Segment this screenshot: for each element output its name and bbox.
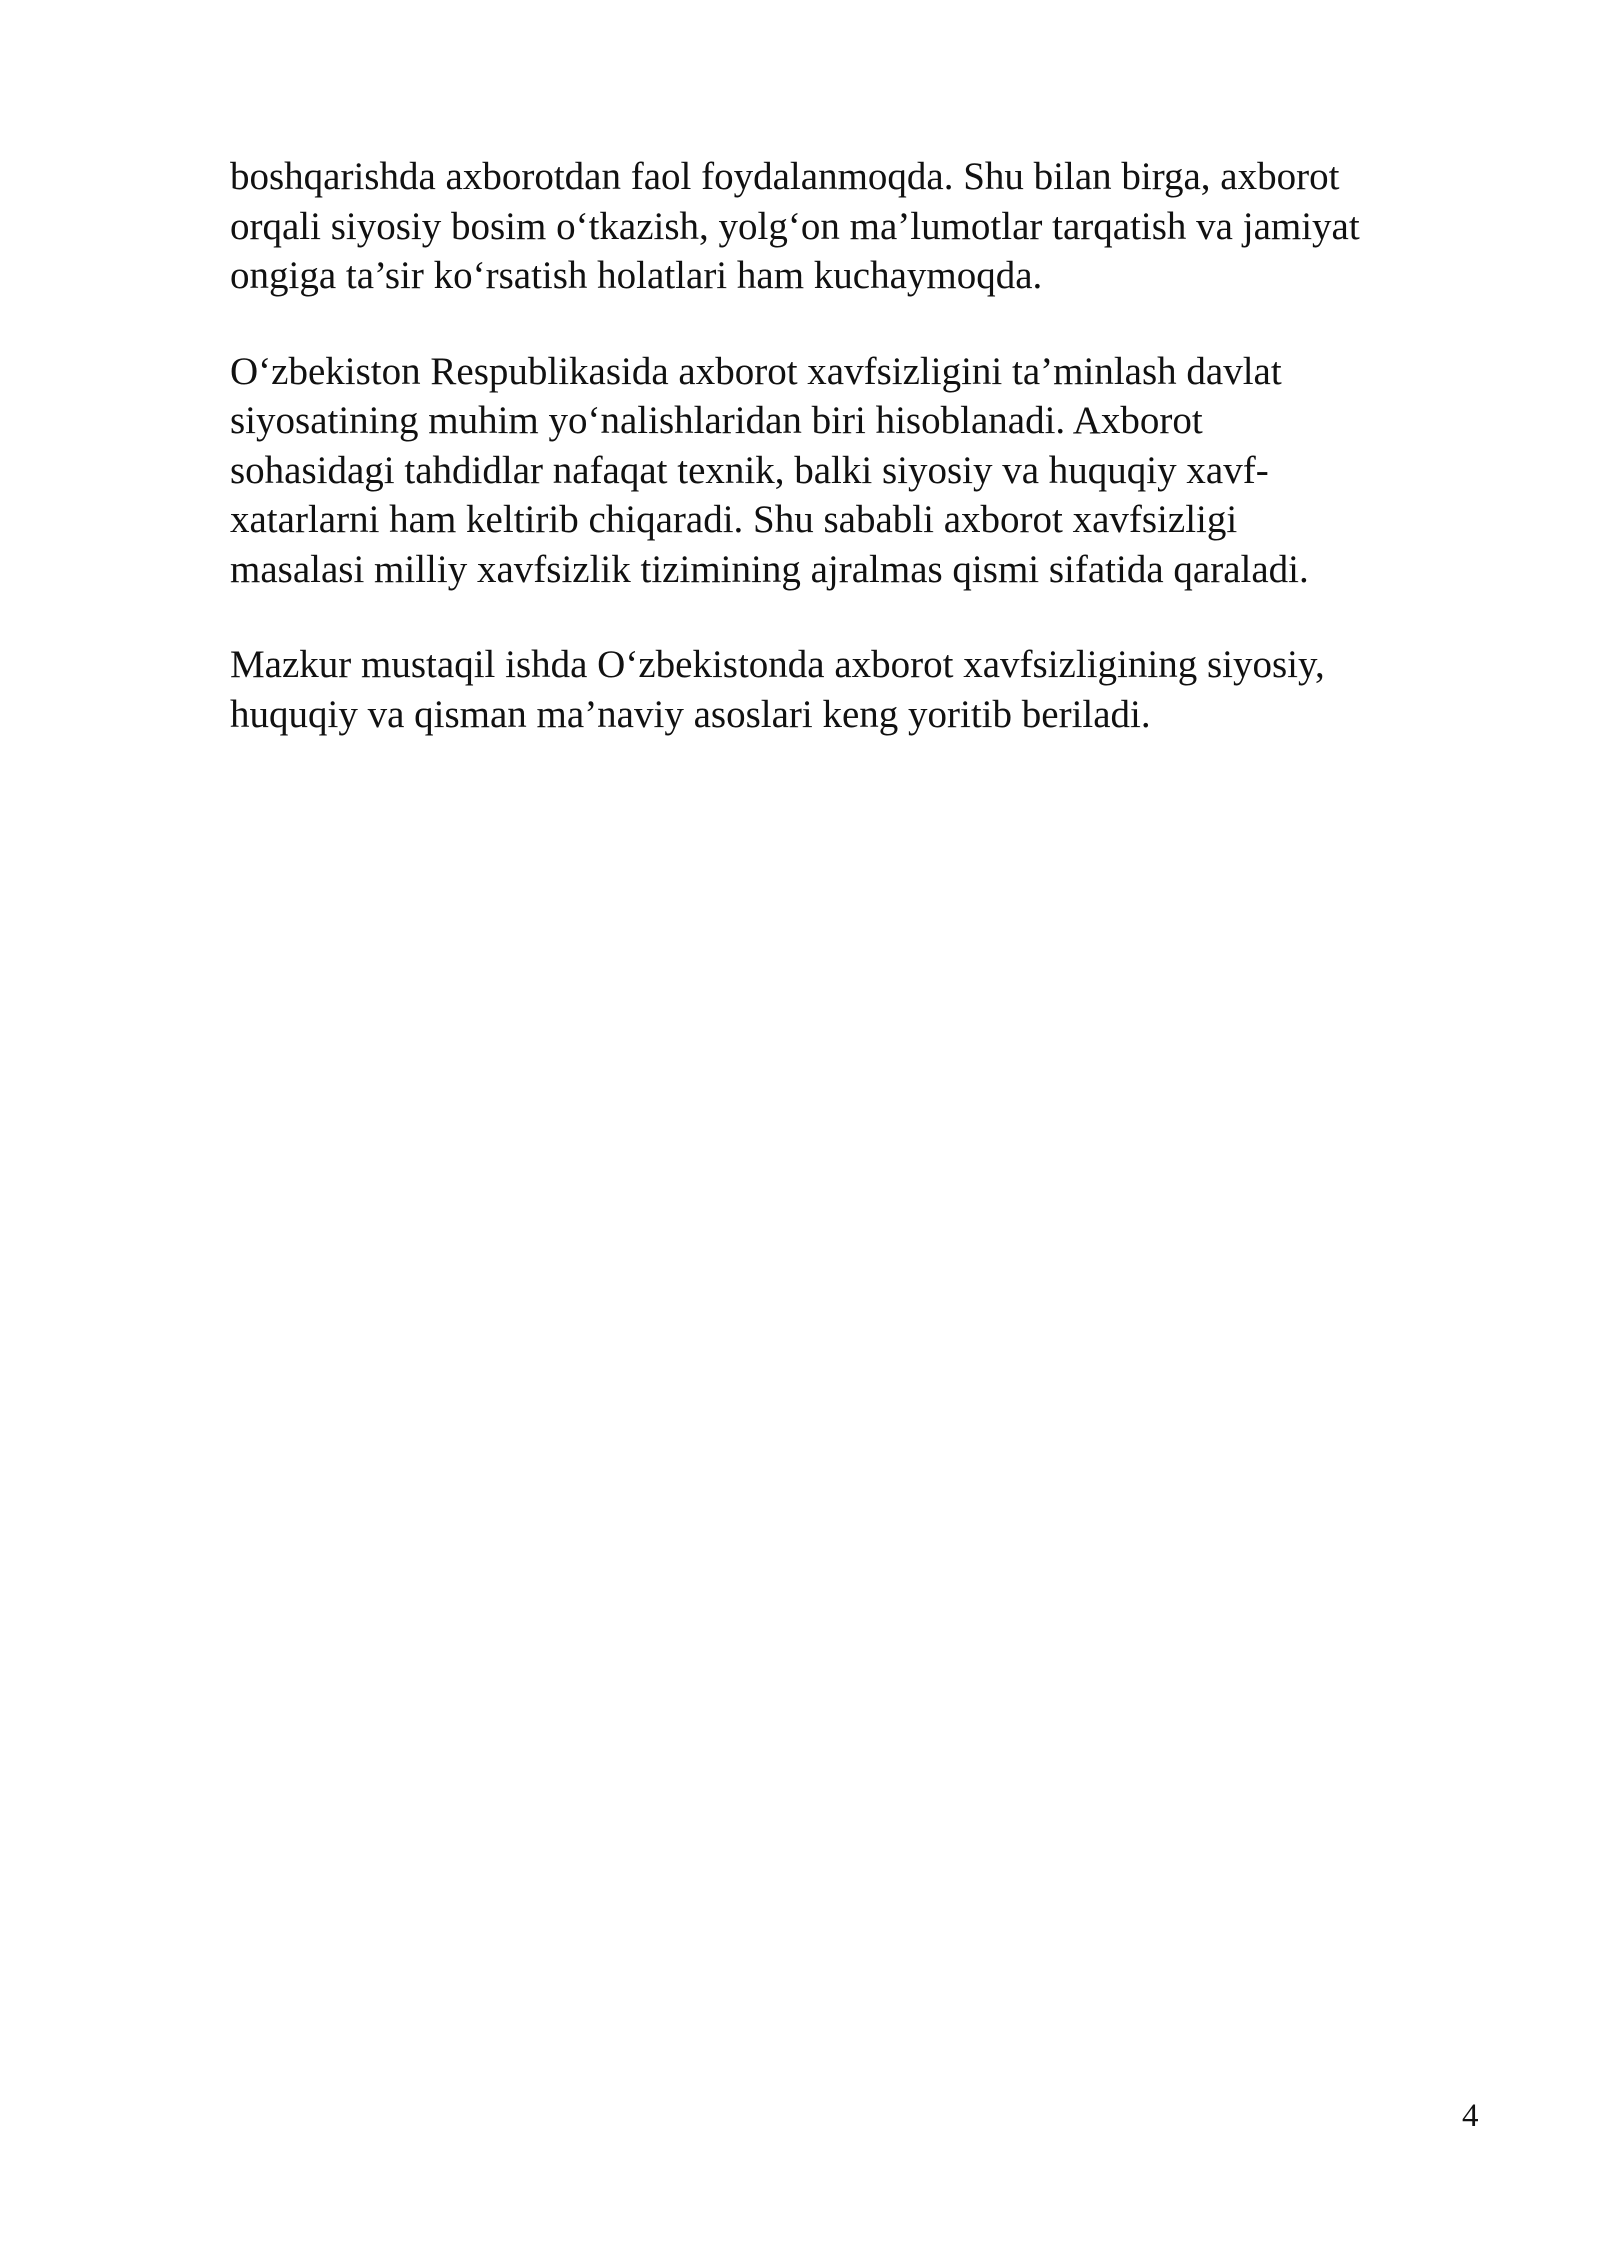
text-line: Mazkur mustaqil ishda O‘zbekistonda axborot xavfsizligining siyosiy, (230, 643, 1325, 686)
text-line: xatarlarni ham keltirib chiqaradi. Shu sababli axborot xavfsizligi (230, 498, 1238, 541)
text-line: masalasi milliy xavfsizlik tizimining ajralmas qismi sifatida qaraladi. (230, 547, 1309, 591)
paragraph-1 (230, 152, 1500, 301)
text-line: boshqarishda axborotdan faol foydalanmoqda. Shu bilan birga, axborot (230, 155, 1340, 198)
paragraph-2 (230, 347, 1500, 595)
text-line: siyosatining muhim yo‘nalishlaridan biri hisoblanadi. Axborot (230, 399, 1203, 442)
text-line: O‘zbekiston Respublikasida axborot xavfsizligini ta’minlash davlat (230, 349, 1282, 393)
page-body (230, 152, 1500, 785)
text-line: ongiga ta’sir ko‘rsatish holatlari ham kuchaymoqda. (230, 254, 1043, 297)
paragraph-3 (230, 640, 1500, 739)
text-line: huquqiy va qisman ma’naviy asoslari keng yoritib beriladi. (230, 692, 1151, 736)
text-line: sohasidagi tahdidlar nafaqat texnik, balki siyosiy va huquqiy xavf- (230, 448, 1269, 492)
text-line: orqali siyosiy bosim o‘tkazish, yolg‘on ma’lumotlar tarqatish va jamiyat (230, 204, 1360, 248)
page-number: 4 (1462, 2098, 1479, 2134)
